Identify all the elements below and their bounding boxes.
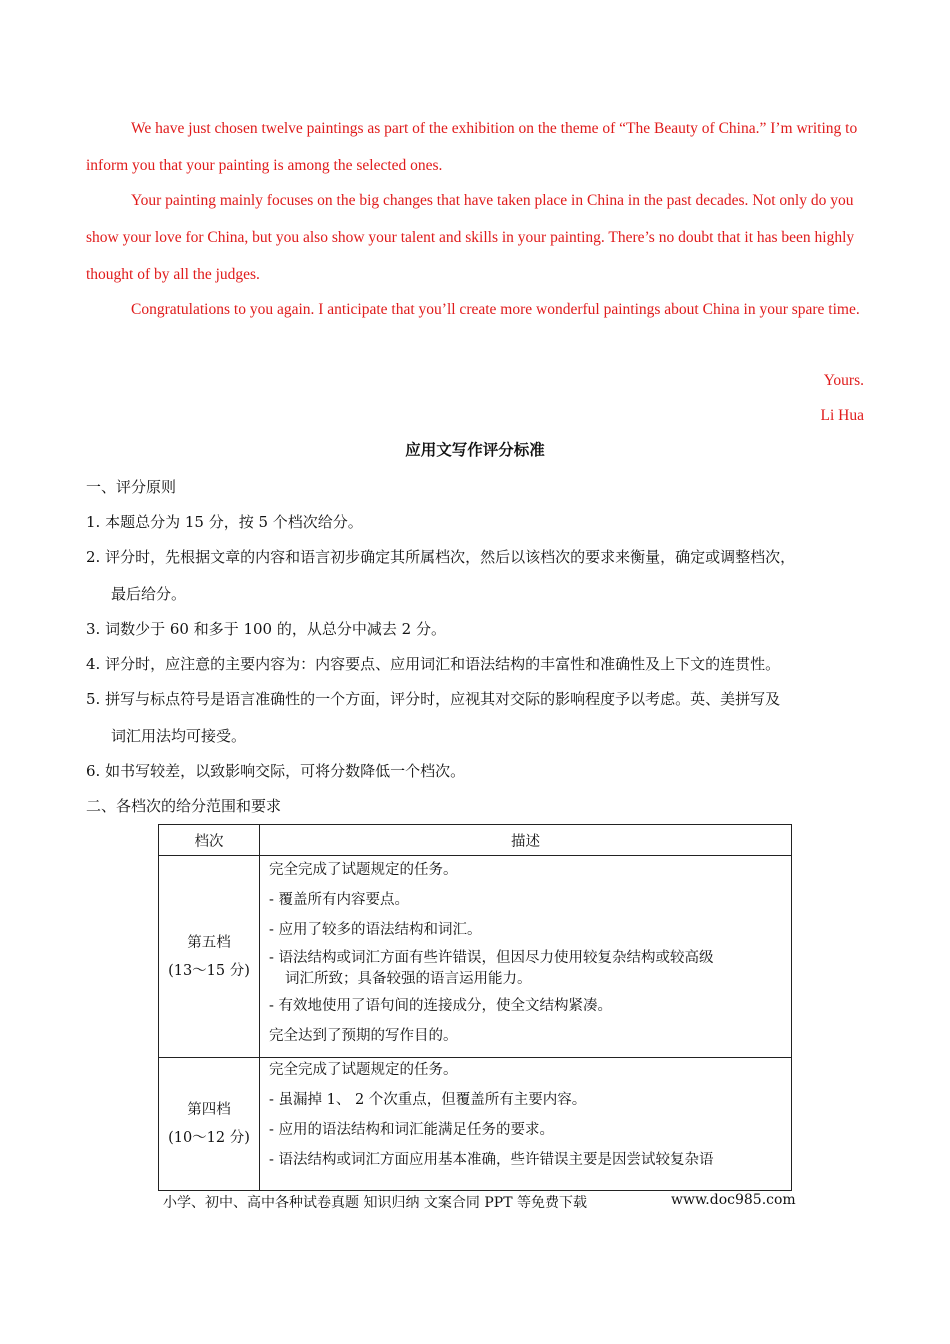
description-line-continued: 词汇所致；具备较强的语言运用能力。 [285, 971, 532, 987]
description-line: - 语法结构或词汇方面有些许错误，但因尽力使用较复杂结构或较高级 [269, 950, 714, 966]
header-description: 描述 [260, 825, 792, 856]
principle-2: 2. 评分时，先根据文章的内容和语言初步确定其所属档次，然后以该档次的要求来衡量，确定或调整档次， [86, 548, 796, 566]
principle-1: 1. 本题总分为 15 分，按 5 个档次给分。 [86, 513, 363, 531]
letter-signature: Li Hua [820, 407, 864, 424]
description-line: - 语法结构或词汇方面应用基本准确，些许错误主要是因尝试较复杂语 [269, 1152, 714, 1168]
description-line: - 应用了较多的语法结构和词汇。 [269, 922, 482, 938]
description-line: - 虽漏掉 1、 2 个次重点，但覆盖所有主要内容。 [269, 1092, 587, 1108]
table-row [159, 1058, 792, 1191]
level-range: (10～12 分) [168, 1130, 250, 1146]
principle-6: 6. 如书写较差，以致影响交际，可将分数降低一个档次。 [86, 762, 466, 780]
description-line: 完全达到了预期的写作目的。 [269, 1028, 458, 1044]
rubric-table-wrapper [158, 824, 792, 1190]
rubric-title: 应用文写作评分标准 [405, 440, 545, 459]
rubric-table [158, 824, 792, 1191]
letter-signoff [86, 363, 864, 433]
level-cell [159, 1058, 260, 1191]
letter-paragraph-text: We have just chosen twelve paintings as part of the exhibition on the theme of “The Beauty of China.” I’m writing to inform you that your painting is among the selected ones. [86, 120, 858, 174]
letter-paragraph-2 [86, 182, 864, 293]
description-multiline [269, 948, 783, 990]
letter-closing: Yours. [823, 372, 864, 389]
level-name: 第五档 [187, 934, 231, 951]
description-line: - 应用的语法结构和词汇能满足任务的要求。 [269, 1122, 555, 1138]
letter-paragraph-3 [86, 291, 864, 328]
letter-paragraph-text: Your painting mainly focuses on the big changes that have taken place in China in the past decades. Not only do you show your love for China, but you also show your talent and skills in your painting. There’s no doubt that it has been highly thought of by all the judges. [86, 192, 855, 283]
description-cell [260, 856, 792, 1058]
footer-link[interactable]: www.doc985.com [671, 1192, 796, 1208]
section-heading-levels: 二、各档次的给分范围和要求 [86, 797, 282, 815]
description-cell [260, 1058, 792, 1191]
description-line: 完全完成了试题规定的任务。 [269, 1062, 458, 1078]
level-name: 第四档 [187, 1102, 231, 1118]
page-footer [163, 1192, 803, 1212]
principle-5-continued: 词汇用法均可接受。 [111, 727, 247, 745]
section-heading-principles: 一、评分原则 [86, 478, 177, 496]
description-line: - 有效地使用了语句间的连接成分，使全文结构紧凑。 [269, 998, 613, 1014]
level-range: (13～15 分) [168, 962, 250, 979]
description-line: 完全完成了试题规定的任务。 [269, 862, 458, 878]
letter-paragraph-1 [86, 110, 864, 184]
header-level: 档次 [159, 825, 260, 856]
level-cell [159, 856, 260, 1058]
footer-text: 小学、初中、高中各种试卷真题 知识归纳 文案合同 PPT 等免费下载 [163, 1195, 587, 1211]
table-header-row [159, 825, 792, 856]
description-line: - 覆盖所有内容要点。 [269, 892, 410, 908]
principle-5: 5. 拼写与标点符号是语言准确性的一个方面，评分时，应视其对交际的影响程度予以考虑。英、美拼写及 [86, 690, 781, 708]
principle-2-continued: 最后给分。 [111, 585, 187, 603]
letter-paragraph-text: Congratulations to you again. I anticipate that you’ll create more wonderful paintings about China in your spare time. [131, 301, 860, 318]
principle-3: 3. 词数少于 60 和多于 100 的，从总分中减去 2 分。 [86, 620, 446, 638]
principle-4: 4. 评分时，应注意的主要内容为：内容要点、应用词汇和语法结构的丰富性和准确性及上下文的连贯性。 [86, 655, 781, 673]
table-row [159, 856, 792, 1058]
